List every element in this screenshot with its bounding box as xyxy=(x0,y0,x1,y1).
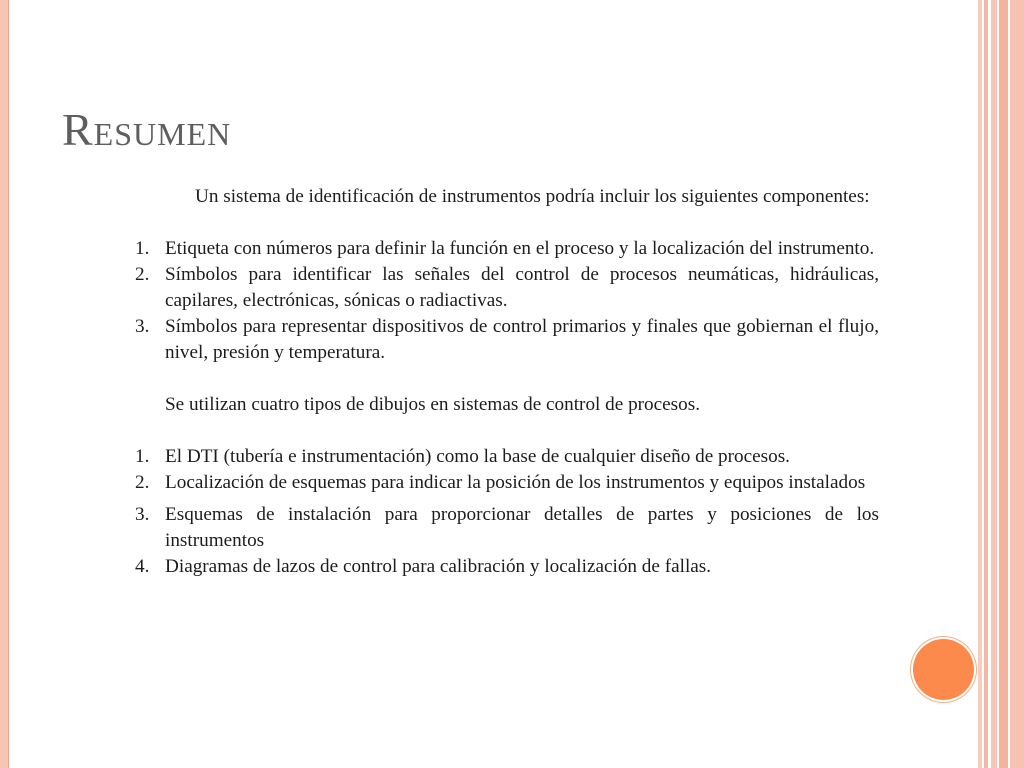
list-item: 3. Esquemas de instalación para proporcionar detalles de partes y posiciones de los instrumentos xyxy=(135,504,879,551)
list-item: 1. Etiqueta con números para definir la función en el proceso y la localización del instrumento. xyxy=(135,238,875,259)
right-stripes-decoration xyxy=(978,0,1024,768)
slide-title: Resumen xyxy=(62,104,232,155)
components-list xyxy=(135,236,879,366)
intro-paragraph: Un sistema de identificación de instrumentos podría incluir los siguientes componentes: xyxy=(195,186,870,207)
list-item: 4. Diagramas de lazos de control para calibración y localización de fallas. xyxy=(135,556,712,577)
list-item: 2. Localización de esquemas para indicar la posición de los instrumentos y equipos instalados xyxy=(135,472,866,493)
list-item: 1. El DTI (tubería e instrumentación) como la base de cualquier diseño de procesos. xyxy=(135,446,790,467)
list-item: 2. Símbolos para identificar las señales del control de procesos neumáticas, hidráulicas, capilares, electrónicas, sónicas o radiactivas. xyxy=(135,264,879,311)
left-border-decoration xyxy=(0,0,9,768)
list-item: 3. Símbolos para representar dispositivos de control primarios y finales que gobiernan el flujo, nivel, presión y temperatura. xyxy=(135,316,879,363)
drawings-list xyxy=(135,444,879,580)
accent-circle xyxy=(913,639,974,700)
drawings-heading: Se utilizan cuatro tipos de dibujos en sistemas de control de procesos. xyxy=(165,394,701,415)
slide-content xyxy=(135,184,879,580)
